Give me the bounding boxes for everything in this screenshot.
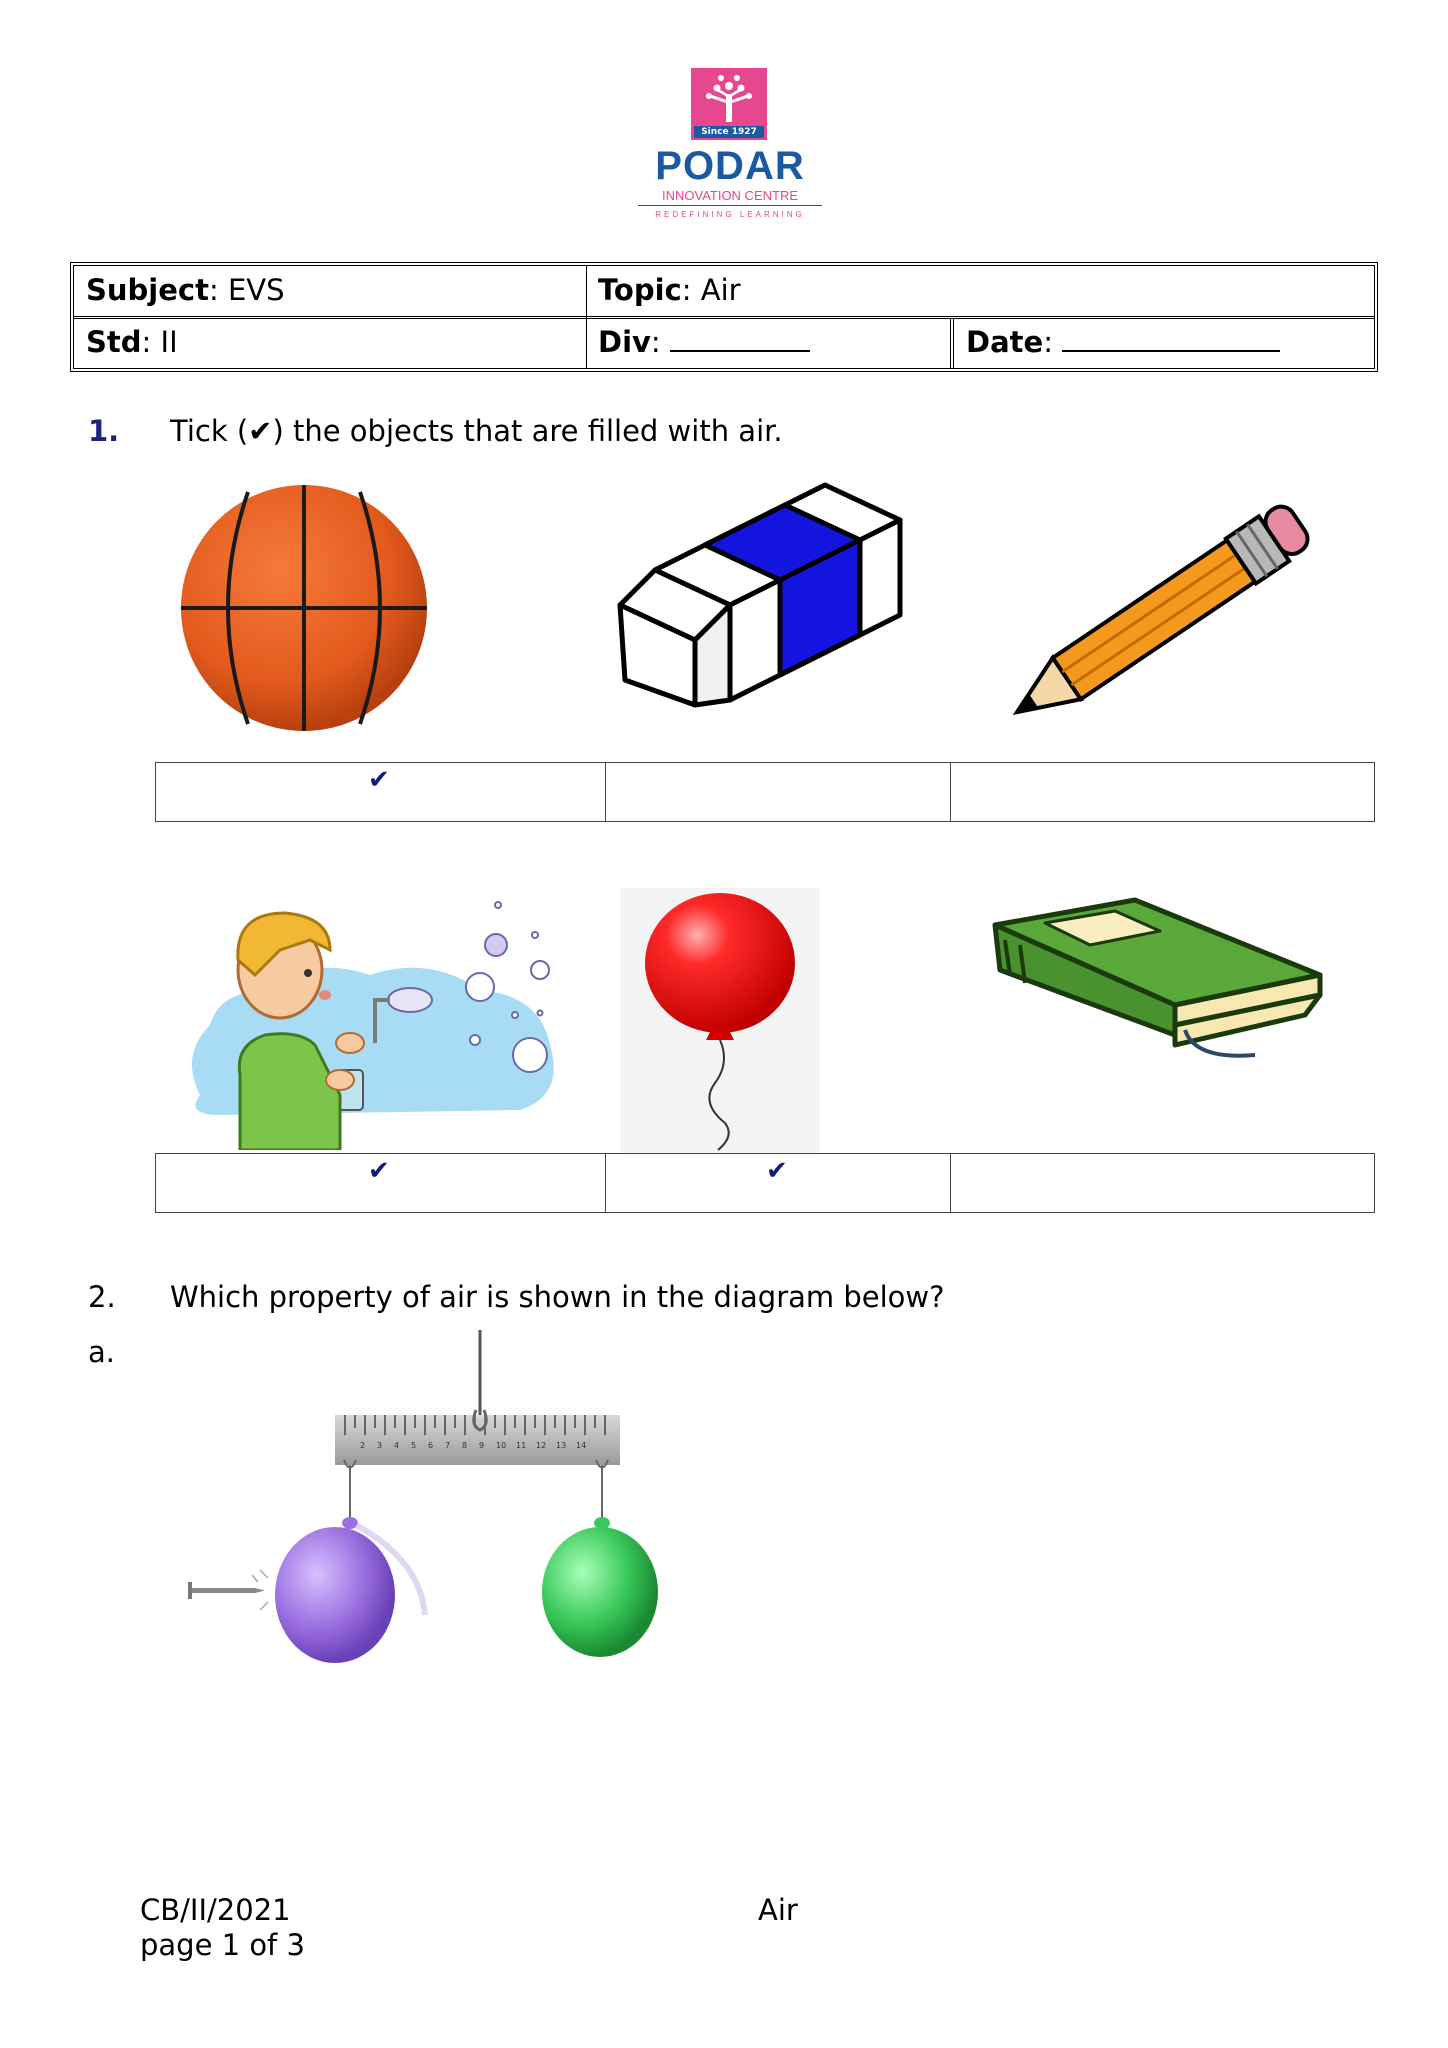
date-label: Date [966,325,1044,359]
answer-cell-book[interactable] [951,1154,1371,1212]
subject-value: EVS [227,273,285,307]
q1-answer-row-1 [155,762,1375,822]
answer-cell-balloon[interactable] [606,1154,951,1212]
q2-number: 2. [88,1280,116,1314]
eraser-icon [615,470,905,710]
answer-cell-pencil[interactable] [951,763,1371,821]
ruler-tick-label: 3 [377,1441,383,1450]
date-blank[interactable] [1062,322,1280,352]
div-cell: Div: [586,318,950,366]
topic-cell: Topic: Air [598,273,741,307]
logo-divider [638,205,822,206]
footer-page: page 1 of 3 [140,1928,305,1962]
tick-mark: ✔ [766,1156,788,1186]
logo-name: PODAR [655,144,805,188]
bubbles-icon [180,895,560,1150]
q1-number: 1. [88,414,120,448]
logo-tagline: REDEFINING LEARNING [655,210,805,219]
q2-text: Which property of air is shown in the diagram below? [170,1280,945,1314]
footer-code: CB/II/2021 [140,1893,291,1927]
ruler-tick-label: 5 [411,1441,417,1450]
ruler-tick-label: 6 [428,1441,434,1450]
ruler-tick-label: 14 [576,1441,587,1450]
ruler-tick-label: 12 [536,1441,547,1450]
std-label: Std [86,325,142,359]
logo-since-text: Since 1927 [694,126,764,138]
div-label: Div [598,325,651,359]
subject-cell: Subject: EVS [86,273,285,307]
basketball-icon [178,482,430,734]
ruler-tick-label: 8 [462,1441,468,1450]
tick-mark: ✔ [368,1156,390,1186]
ruler-tick-label: 10 [496,1441,507,1450]
ruler-tick-label: 4 [394,1441,400,1450]
std-value: II [160,325,178,359]
footer-topic: Air [758,1893,798,1927]
tick-mark: ✔ [368,765,390,795]
logo-subtitle: INNOVATION CENTRE [661,188,799,203]
topic-label: Topic [598,273,682,307]
subject-label: Subject [86,273,209,307]
school-logo [620,60,840,230]
q1-text: Tick (✔) the objects that are filled with air. [170,414,783,448]
balloon-ruler-diagram [180,1330,700,1670]
ruler-tick-label: 11 [516,1441,527,1450]
ruler-tick-label: 2 [360,1441,366,1450]
ruler-tick-label: 13 [556,1441,567,1450]
answer-cell-bubbles[interactable] [156,1154,606,1212]
std-cell: Std: II [86,325,178,359]
date-cell: Date: [954,318,1374,366]
div-blank[interactable] [670,322,810,352]
q1-answer-row-2 [155,1153,1375,1213]
ruler-tick-label: 7 [445,1441,451,1450]
ruler-tick-label: 9 [479,1441,485,1450]
pencil-icon [978,492,1338,742]
answer-cell-basketball[interactable] [156,763,606,821]
q2a-label: a. [88,1335,115,1369]
book-icon [975,895,1325,1075]
answer-cell-eraser[interactable] [606,763,951,821]
topic-value: Air [700,273,741,307]
balloon-icon [620,888,820,1153]
worksheet-header-table [70,262,1378,372]
